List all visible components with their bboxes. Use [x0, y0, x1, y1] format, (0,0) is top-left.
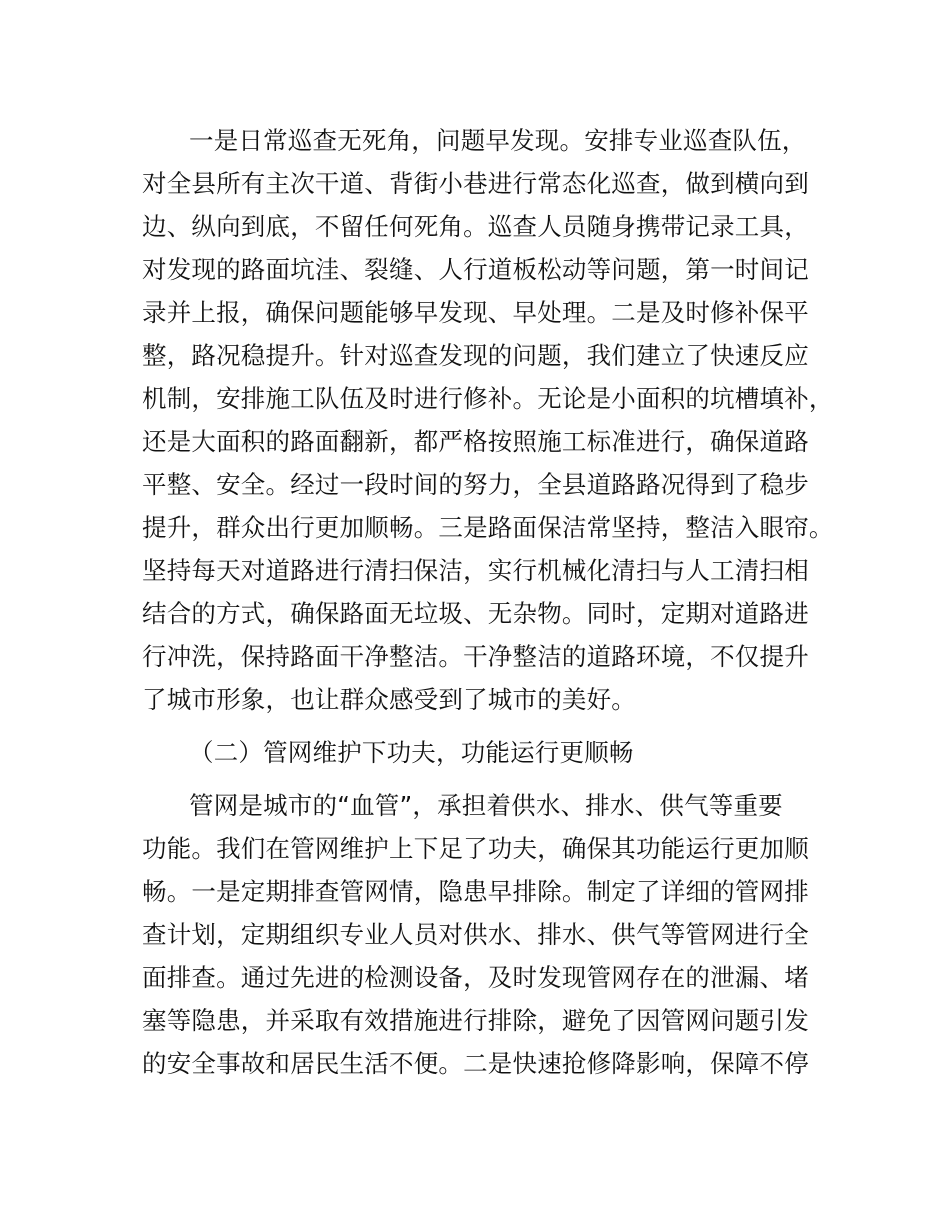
paragraph-line: 塞等隐患，并采取有效措施进行排除，避免了因管网问题引发 [142, 1006, 809, 1035]
paragraph-line: 的安全事故和居民生活不便。二是快速抢修降影响，保障不停 [142, 1049, 809, 1078]
paragraph-line: 了城市形象，也让群众感受到了城市的美好。 [142, 685, 636, 714]
paragraph-line: 面排查。通过先进的检测设备，及时发现管网存在的泄漏、堵 [142, 963, 809, 992]
paragraph-line: 对发现的路面坑洼、裂缝、人行道板松动等问题，第一时间记 [142, 255, 809, 284]
paragraph-line: 查计划，定期组织专业人员对供水、排水、供气等管网进行全 [142, 920, 809, 949]
paragraph-line: 边、纵向到底，不留任何死角。巡查人员随身携带记录工具， [142, 212, 809, 241]
paragraph-line: 还是大面积的路面翻新，都严格按照施工标准进行，确保道路 [142, 427, 809, 456]
paragraph-line: 机制，安排施工队伍及时进行修补。无论是小面积的坑槽填补， [142, 384, 834, 413]
paragraph-line: 对全县所有主次干道、背街小巷进行常态化巡查，做到横向到 [142, 169, 809, 198]
paragraph-line: 录并上报，确保问题能够早发现、早处理。二是及时修补保平 [142, 298, 809, 327]
section-heading: （二）管网维护下功夫，功能运行更顺畅 [189, 738, 634, 767]
paragraph-line: 提升，群众出行更加顺畅。三是路面保洁常坚持，整洁入眼帘。 [142, 513, 834, 542]
paragraph-line: 行冲洗，保持路面干净整洁。干净整洁的道路环境，不仅提升 [142, 642, 809, 671]
paragraph-line: 平整、安全。经过一段时间的努力，全县道路路况得到了稳步 [142, 470, 809, 499]
paragraph-line: 管网是城市的“血管”，承担着供水、排水、供气等重要 [189, 791, 783, 820]
paragraph-line: 一是日常巡查无死角，问题早发现。安排专业巡查队伍， [189, 126, 807, 155]
paragraph-line: 坚持每天对道路进行清扫保洁，实行机械化清扫与人工清扫相 [142, 556, 809, 585]
paragraph-line: 结合的方式，确保路面无垃圾、无杂物。同时，定期对道路进 [142, 599, 809, 628]
paragraph-line: 功能。我们在管网维护上下足了功夫，确保其功能运行更加顺 [142, 834, 809, 863]
paragraph-line: 畅。一是定期排查管网情，隐患早排除。制定了详细的管网排 [142, 877, 809, 906]
paragraph-line: 整，路况稳提升。针对巡查发现的问题，我们建立了快速反应 [142, 341, 809, 370]
